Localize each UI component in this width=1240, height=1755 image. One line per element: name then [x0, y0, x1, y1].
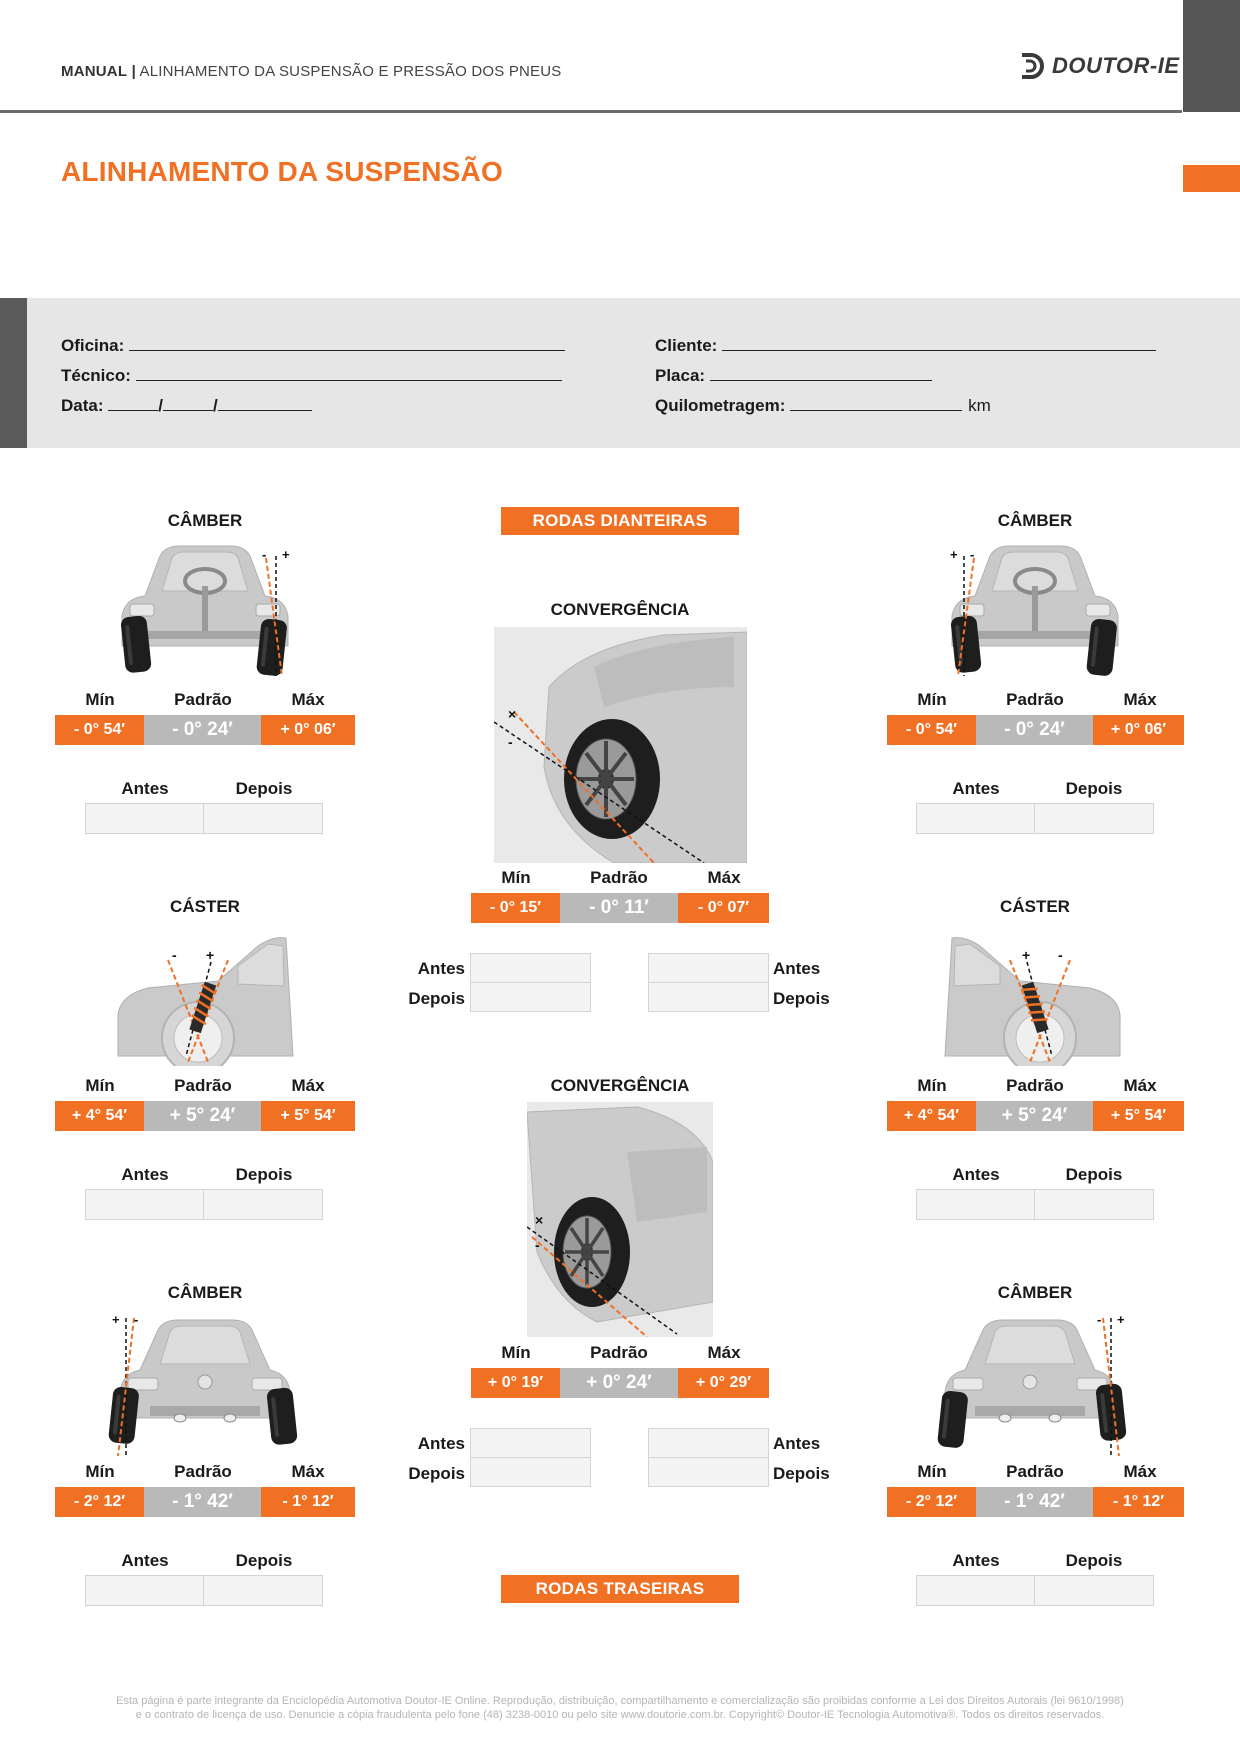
- caster-right-depois-label: Depois: [1065, 1165, 1123, 1184]
- logo-icon: [1018, 52, 1046, 80]
- rear-camber-right-max: - 1° 12′: [1093, 1487, 1184, 1517]
- front-camber-right-antes-box[interactable]: [916, 803, 1035, 834]
- front-toe-values: [471, 893, 769, 923]
- quilometragem-field[interactable]: [655, 394, 991, 416]
- caster-left-depois-box[interactable]: [203, 1189, 323, 1220]
- front-camber-right-std: - 0° 24′: [976, 715, 1093, 745]
- label-min: Mín: [85, 1076, 115, 1095]
- label-std: Padrão: [590, 868, 648, 887]
- label-max: Máx: [707, 1343, 741, 1362]
- rear-toe-illustration: [527, 1102, 713, 1337]
- data-sep-1: /: [158, 396, 163, 415]
- caster-right-values: [887, 1101, 1184, 1131]
- caster-left-antes-label: Antes: [121, 1165, 169, 1184]
- header-side-bar: [1183, 0, 1240, 112]
- label-std: Padrão: [590, 1343, 648, 1362]
- label-std: Padrão: [174, 1462, 232, 1481]
- rear-camber-left-min: - 2° 12′: [55, 1487, 144, 1517]
- rear-camber-left-values: [55, 1487, 355, 1517]
- caster-right-max: + 5° 54′: [1093, 1101, 1184, 1131]
- rear-camber-left-max: - 1° 12′: [261, 1487, 355, 1517]
- front-camber-right-title: CÂMBER: [997, 511, 1073, 530]
- svg-text:-: -: [970, 547, 975, 562]
- rear-toe-max: + 0° 29′: [678, 1368, 769, 1398]
- rodas-dianteiras-badge: RODAS DIANTEIRAS: [501, 507, 739, 535]
- rear-toe-right-antes-label: Antes: [773, 1434, 821, 1453]
- rear-camber-left-title: CÂMBER: [167, 1283, 243, 1302]
- rear-camber-right-antes-label: Antes: [952, 1551, 1000, 1570]
- label-std: Padrão: [1006, 1462, 1064, 1481]
- label-min: Mín: [917, 690, 947, 709]
- rear-toe-labels: [471, 1343, 771, 1363]
- front-camber-left-depois-box[interactable]: [203, 803, 323, 834]
- caster-left-min: + 4° 54′: [55, 1101, 144, 1131]
- label-max: Máx: [291, 1076, 325, 1095]
- front-camber-left-values: [55, 715, 355, 745]
- svg-text:-: -: [134, 1312, 139, 1327]
- rear-camber-right-min: - 2° 12′: [887, 1487, 976, 1517]
- rear-toe-left-depois-box[interactable]: [470, 1457, 591, 1487]
- logo-text: DOUTOR-IE: [1052, 53, 1180, 78]
- data-month-line[interactable]: [163, 394, 213, 411]
- footer-copyright: [80, 1694, 1160, 1722]
- front-camber-left-min: - 0° 54′: [55, 715, 144, 745]
- caster-left-depois-label: Depois: [235, 1165, 293, 1184]
- rear-toe-right-antes-box[interactable]: [648, 1428, 769, 1458]
- front-toe-labels: [471, 868, 771, 888]
- label-min: Mín: [917, 1076, 947, 1095]
- front-camber-right-max: + 0° 06′: [1093, 715, 1184, 745]
- front-camber-right-values: [887, 715, 1184, 745]
- svg-text:+: +: [206, 947, 215, 963]
- label-max: Máx: [707, 868, 741, 887]
- front-toe-max: - 0° 07′: [678, 893, 769, 923]
- rodas-traseiras-badge: RODAS TRASEIRAS: [501, 1575, 739, 1603]
- front-camber-right-depois-label: Depois: [1065, 779, 1123, 798]
- front-toe-left-antes-box[interactable]: [470, 953, 591, 983]
- oficina-label: Oficina:: [61, 336, 125, 355]
- caster-right-illustration: [940, 922, 1130, 1070]
- caster-left-title: CÁSTER: [170, 897, 240, 916]
- rear-camber-right-labels: [887, 1462, 1187, 1482]
- label-min: Mín: [85, 690, 115, 709]
- placa-field[interactable]: [655, 364, 932, 386]
- front-camber-right-depois-box[interactable]: [1034, 803, 1154, 834]
- rear-camber-left-depois-box[interactable]: [203, 1575, 323, 1606]
- km-label: km: [968, 396, 991, 415]
- front-toe-left-antes-label: Antes: [417, 959, 465, 978]
- label-max: Máx: [1123, 1076, 1157, 1095]
- svg-text:×: ×: [535, 1212, 544, 1228]
- form-band-edge: [0, 298, 27, 448]
- front-camber-left-depois-label: Depois: [235, 779, 293, 798]
- caster-right-depois-box[interactable]: [1034, 1189, 1154, 1220]
- front-toe-std: - 0° 11′: [560, 893, 678, 923]
- front-camber-left-antes-label: Antes: [121, 779, 169, 798]
- caster-left-antes-box[interactable]: [85, 1189, 204, 1220]
- rear-toe-right-depois-box[interactable]: [648, 1457, 769, 1487]
- placa-line[interactable]: [710, 364, 932, 381]
- front-toe-title: CONVERGÊNCIA: [550, 600, 690, 619]
- tecnico-label: Técnico:: [61, 366, 131, 385]
- front-toe-illustration: [494, 627, 747, 863]
- oficina-line[interactable]: [129, 334, 565, 351]
- header-rule: [0, 110, 1182, 113]
- svg-text:-: -: [508, 734, 513, 750]
- rear-camber-left-depois-label: Depois: [235, 1551, 293, 1570]
- rear-toe-std: + 0° 24′: [560, 1368, 678, 1398]
- label-std: Padrão: [174, 1076, 232, 1095]
- front-camber-right-antes-label: Antes: [952, 779, 1000, 798]
- rear-toe-left-antes-label: Antes: [417, 1434, 465, 1453]
- caster-right-labels: [887, 1076, 1187, 1096]
- caster-left-std: + 5° 24′: [144, 1101, 261, 1131]
- quilometragem-line[interactable]: [790, 394, 962, 411]
- manual-label: MANUAL: [61, 63, 128, 80]
- front-camber-left-illustration: [110, 536, 300, 676]
- front-camber-right-illustration: [940, 536, 1130, 676]
- front-camber-right-min: - 0° 54′: [887, 715, 976, 745]
- label-std: Padrão: [174, 690, 232, 709]
- caster-left-values: [55, 1101, 355, 1131]
- front-camber-left-title: CÂMBER: [167, 511, 243, 530]
- cliente-field[interactable]: [655, 334, 1156, 356]
- rear-camber-right-illustration: [935, 1308, 1135, 1456]
- label-std: Padrão: [1006, 1076, 1064, 1095]
- svg-text:-: -: [1058, 947, 1063, 963]
- rear-toe-right-depois-label: Depois: [773, 1464, 830, 1483]
- rear-camber-right-depois-label: Depois: [1065, 1551, 1123, 1570]
- footer-line-2: e o contrato de licença de uso. Denuncie a cópia fraudulenta pelo fone (48) 3238-0010 ou pelo site www.doutorie.com.br. Copyright© Doutor-IE Tecnologia Automotiva®. Todos os direitos reservados.: [135, 1709, 1105, 1721]
- label-std: Padrão: [1006, 690, 1064, 709]
- front-camber-left-labels: [55, 690, 355, 710]
- rear-camber-right-depois-box[interactable]: [1034, 1575, 1154, 1606]
- caster-left-max: + 5° 54′: [261, 1101, 355, 1131]
- header-subtitle: ALINHAMENTO DA SUSPENSÃO E PRESSÃO DOS PNEUS: [139, 63, 562, 80]
- data-day-line[interactable]: [108, 394, 158, 411]
- front-toe-right-depois-box[interactable]: [648, 982, 769, 1012]
- svg-text:+: +: [282, 547, 290, 562]
- oficina-field[interactable]: [61, 334, 565, 356]
- caster-left-illustration: [108, 922, 298, 1070]
- logo: [1018, 52, 1180, 80]
- page-title: ALINHAMENTO DA SUSPENSÃO: [61, 156, 503, 187]
- label-min: Mín: [501, 868, 531, 887]
- placa-label: Placa:: [655, 366, 706, 385]
- data-label: Data:: [61, 396, 104, 415]
- svg-text:-: -: [262, 547, 267, 562]
- front-camber-left-antes-box[interactable]: [85, 803, 204, 834]
- header-title: [61, 63, 562, 80]
- tecnico-line[interactable]: [136, 364, 562, 381]
- front-toe-left-depois-box[interactable]: [470, 982, 591, 1012]
- label-max: Máx: [1123, 1462, 1157, 1481]
- rear-toe-values: [471, 1368, 769, 1398]
- rear-camber-left-antes-box[interactable]: [85, 1575, 204, 1606]
- rear-camber-left-std: - 1° 42′: [144, 1487, 261, 1517]
- rear-camber-right-title: CÂMBER: [997, 1283, 1073, 1302]
- label-min: Mín: [85, 1462, 115, 1481]
- label-min: Mín: [501, 1343, 531, 1362]
- svg-text:-: -: [535, 1237, 540, 1253]
- header-separator: |: [131, 63, 136, 80]
- data-sep-2: /: [212, 396, 218, 415]
- rear-camber-right-values: [887, 1487, 1184, 1517]
- label-max: Máx: [291, 1462, 325, 1481]
- svg-text:+: +: [950, 547, 958, 562]
- rear-camber-left-illustration: [100, 1308, 300, 1456]
- rear-toe-min: + 0° 19′: [471, 1368, 560, 1398]
- svg-text:×: ×: [508, 706, 517, 722]
- caster-right-std: + 5° 24′: [976, 1101, 1093, 1131]
- rear-toe-title: CONVERGÊNCIA: [550, 1076, 690, 1095]
- svg-text:-: -: [1097, 1312, 1102, 1327]
- front-camber-left-max: + 0° 06′: [261, 715, 355, 745]
- data-field[interactable]: [61, 394, 312, 416]
- rear-toe-left-antes-box[interactable]: [470, 1428, 591, 1458]
- label-min: Mín: [917, 1462, 947, 1481]
- rear-camber-right-antes-box[interactable]: [916, 1575, 1035, 1606]
- data-year-line[interactable]: [218, 394, 312, 411]
- svg-text:+: +: [1022, 947, 1031, 963]
- svg-text:-: -: [172, 947, 177, 963]
- front-toe-right-antes-label: Antes: [773, 959, 821, 978]
- rear-camber-right-std: - 1° 42′: [976, 1487, 1093, 1517]
- label-max: Máx: [291, 690, 325, 709]
- caster-right-title: CÁSTER: [1000, 897, 1070, 916]
- front-toe-left-depois-label: Depois: [408, 989, 465, 1008]
- section-tab: [1183, 165, 1240, 192]
- cliente-label: Cliente:: [655, 336, 718, 355]
- svg-text:+: +: [1117, 1312, 1125, 1327]
- front-toe-min: - 0° 15′: [471, 893, 560, 923]
- quilometragem-label: Quilometragem:: [655, 396, 786, 415]
- svg-text:+: +: [112, 1312, 120, 1327]
- label-max: Máx: [1123, 690, 1157, 709]
- caster-right-antes-box[interactable]: [916, 1189, 1035, 1220]
- front-camber-right-labels: [887, 690, 1187, 710]
- front-toe-right-depois-label: Depois: [773, 989, 830, 1008]
- rear-toe-left-depois-label: Depois: [408, 1464, 465, 1483]
- rear-camber-left-antes-label: Antes: [121, 1551, 169, 1570]
- tecnico-field[interactable]: [61, 364, 562, 386]
- front-camber-left-std: - 0° 24′: [144, 715, 261, 745]
- caster-right-antes-label: Antes: [952, 1165, 1000, 1184]
- front-toe-right-antes-box[interactable]: [648, 953, 769, 983]
- cliente-line[interactable]: [722, 334, 1156, 351]
- caster-left-labels: [55, 1076, 355, 1096]
- caster-right-min: + 4° 54′: [887, 1101, 976, 1131]
- footer-line-1: Esta página é parte integrante da Enciclopédia Automotiva Doutor-IE Online. Reprodução, distribuição, compartilhamento e comercialização são proibidas conforme a Lei dos Direitos Autorais (lei 9610/1998): [116, 1695, 1124, 1707]
- rear-camber-left-labels: [55, 1462, 355, 1482]
